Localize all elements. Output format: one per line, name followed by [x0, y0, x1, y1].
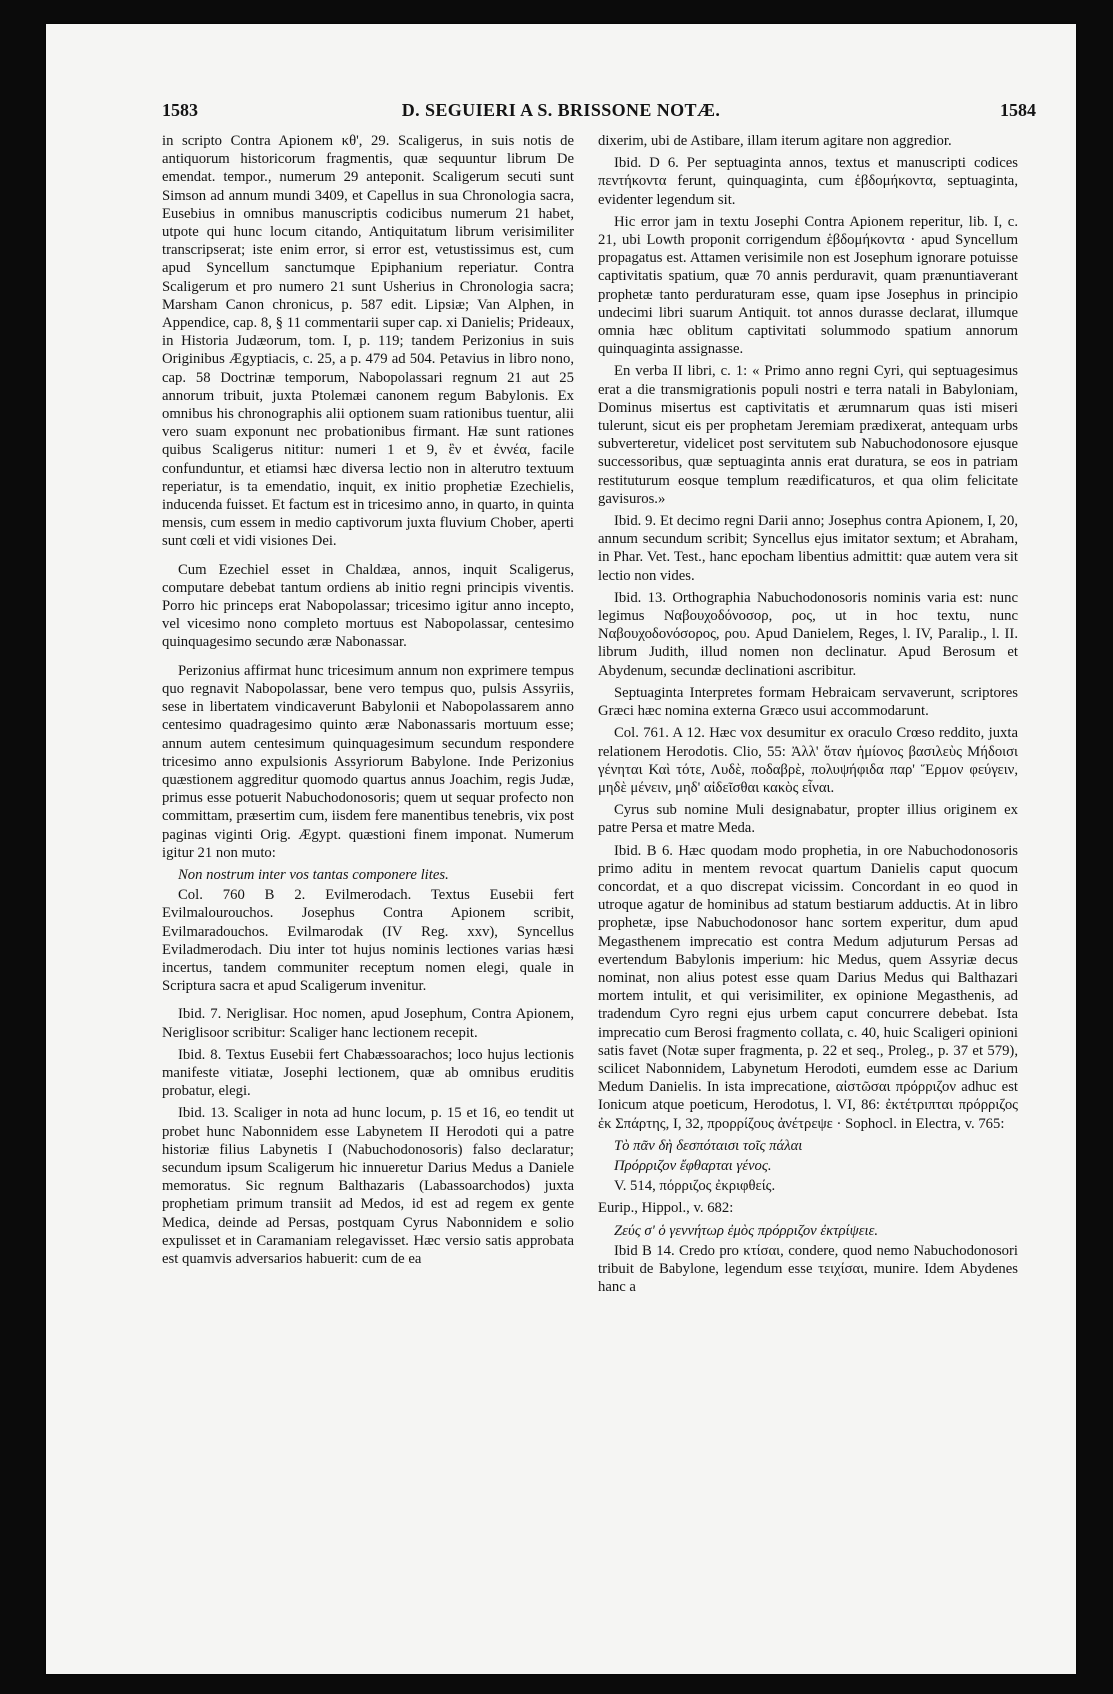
paragraph: Eurip., Hippol., v. 682:: [598, 1200, 734, 1217]
paragraph: Col. 761. A 12. Hæc vox desumitur ex oraculo Crœso reddito, juxta relationem Herodotis. Clio, 55: Ἀλλ' ὅταν ἡμίονος βασιλεὺς Μήδοισι γένηται Καὶ τότε, Λυδὲ, ποδαβρὲ, πολυψήφιδα παρ' Ἕρμον φεύγειν, μηδὲ μένειν, μηδ' αἰδεῖσθαι κακὸς εἶναι.: [598, 725, 1018, 796]
paragraph: Ibid. D 6. Per septuaginta annos, textus et manuscripti codices πεντήκοντα ferunt, quinquaginta, cum ἑβδομήκοντα, septuaginta, evidenter legendum sit.: [598, 155, 1018, 208]
page-header: [46, 100, 1076, 128]
verse-line: Πρόρριζον ἔφθαρται γένος.: [614, 1157, 772, 1174]
paragraph: En verba II libri, c. 1: « Primo anno regni Cyri, qui septuagesimus erat a die transmigrationis populi nostri e terra natali in Babyloniam, Dominus misertus est captivitatis et ærumnarum quas isti miseri tulerunt, sicut eis per prophetam Jeremiam prædixerat, antequam urbs subverteretur, videlicet post servitutem sub Nabuchodonosore ejusque successoribus, quæ septuaginta annis erat duratura, se eos in patriam restituturum eosque templum reædificaturos, et qua olim felicitate gavisuros.»: [598, 363, 1018, 507]
paragraph: Cum Ezechiel esset in Chaldæa, annos, inquit Scaligerus, computare debebat tantum ordiens ab initio regni principis viventis. Porro hic princeps erat Nabopolassar; tricesimo igitur anno incepto, vel vicesimo nono completo mortuus est Nabopolassar, centesimo quinquagesimo secundo æræ Nabonassar.: [162, 561, 574, 651]
paragraph: Ibid B 14. Credo pro κτίσαι, condere, quod nemo Nabuchodonosori tribuit de Babylone, legendum esse τειχίσαι, munire. Idem Abydenes hanc a: [598, 1242, 1018, 1296]
left-column: [162, 132, 574, 1272]
paragraph: Ibid. 7. Neriglisar. Hoc nomen, apud Josephum, Contra Apionem, Neriglisoor scribitur: Scaliger hanc lectionem recepit.: [162, 1006, 574, 1041]
verse-line: Τὸ πᾶν δὴ δεσπόταισι τοῖς πάλαι: [614, 1137, 803, 1154]
paragraph: Ibid. 9. Et decimo regni Darii anno; Josephus contra Apionem, I, 20, annum secundum scribit; Syncellus ejus imitator sextum; et Abraham, in Phar. Vet. Test., hanc epocham libentius admittit: quæ autem vera sit lectio non vides.: [598, 513, 1018, 584]
paragraph: Ibid. B 6. Hæc quodam modo prophetia, in ore Nabuchodonosoris primo aditu in mentem revocat quartum Danielis caput quocum concordat, et a quo discrepat vicissim. Concordant in eo quod in utroque agatur de hominibus ad statum bestiarum adductis. At in libro prophetæ, ipse Nabuchodonosor hanc sortem experitur, dum apud Megasthenem imprecatio est contra Medum adjuturum Persas ad evertendum Babylonis imperium: hic Medus, quem Assyriæ decus nominat, non alius potest esse quam Darius Medus qui Balthazari mortem intulit, et qui verisimiliter, ex opinione Megasthenis, ad tradendum Cyro regni ejus urbem caput concurrere debebat. Ista imprecatio cum Berosi fragmento collata, c. 40, huic Scaligeri opinioni satis favet (Notæ super fragmenta, p. 22 et seq., Proleg., p. 37 et 579), scilicet Nabonnidem, Labynetum Herodoti, eumdem esse ac Darium Medum Danielis. In ista imprecatione, αἰστῶσαι πρόρριζον adhuc est Ionicum atque poeticum, Herodotus, l. VI, 86: ἐκτέτριπται πρόρριζος ἐκ Σπάρτης, I, 32, προρρίζους ἀνέτρεψε · Sophocl. in Electra, v. 765:: [598, 842, 1018, 1132]
verse-line: Non nostrum inter vos tantas componere lites.: [178, 866, 449, 883]
verse-line: Ζεύς σ' ὁ γεννήτωρ ἐμὸς πρόρριζον ἐκτρίψειε.: [614, 1222, 879, 1239]
paragraph: Hic error jam in textu Josephi Contra Apionem reperitur, lib. I, c. 21, ubi Lowth proponit corrigendum ἑβδομήκοντα · apud Syncellum propagatus est. Attamen verisimile non est Josephum ignorare potuisse captivitatis spatium, quæ 70 annis perduravit, quam prænuntiaverant prophetæ tanto perduraturam esse, quam ipse Josephus in principio undecimi libri suarum Antiquit. tot annos durasse declarat, illumque omnia hæc oblitum captivitati solummodo spatium annorum quinquaginta assignasse.: [598, 213, 1018, 358]
paragraph: dixerim, ubi de Astibare, illam iterum agitare non aggredior.: [598, 133, 952, 149]
page-number-right: 1584: [1000, 100, 1036, 120]
paragraph: Ibid. 13. Orthographia Nabuchodonosoris nominis varia est: nunc legimus Ναβουχοδόνοσορ, ρος, ut in hoc textu, nunc Ναβουχοδονόσορος, ρου. Apud Danielem, Reges, l. IV, Paralip., l. II. librum Judith, illud nomen non declinatur. Apud Berosum et Abydenum, secundæ declinationi ascribitur.: [598, 589, 1018, 679]
paragraph: Septuaginta Interpretes formam Hebraicam servaverunt, scriptores Græci hæc nomina externa Græco usui accommodarunt.: [598, 684, 1018, 720]
document-page: [46, 24, 1076, 1674]
paragraph: Cyrus sub nomine Muli designabatur, propter illius originem ex patre Persa et matre Meda.: [598, 802, 1018, 837]
paragraph: V. 514, πόρριζος ἐκριφθείς.: [614, 1178, 776, 1195]
running-title: D. SEGUIERI A S. BRISSONE NOTÆ.: [401, 100, 721, 120]
paragraph: Perizonius affirmat hunc tricesimum annum non exprimere tempus quo regnavit Nabopolassar, bene vero tempus quo, pulsis Assyriis, sese in libertatem vindicaverunt Babylonii et Nabopolassarem anno centesimo quadragesimo quinto æræ Nabonassaris mortuum esse; annum autem centesimum quinquagesimum secundum respondere tricesimo anno expulsionis Assyriorum Babylone. Inde Perizonius quæstionem aggreditur quomodo quartus annus Joachim, regis Judæ, primus esse potuerit Nabuchodonosoris; quem ut sequar profecto non committam, præsertim cum, iisdem fere manentibus tenebris, vix post paginas viginti Orig. Ægypt. quæstioni finem imponat. Numerum igitur 21 non muto:: [162, 662, 574, 861]
page-number-left: 1583: [162, 100, 198, 120]
paragraph: Ibid. 8. Textus Eusebii fert Chabæssoarachos; loco hujus lectionis manifeste vitiatæ, Josephi lectionem, quæ ab omnibus eruditis probatur, elegi.: [162, 1046, 574, 1100]
paragraph: Col. 760 B 2. Evilmerodach. Textus Eusebii fert Evilmalourouchos. Josephus Contra Apionem scribit, Evilmaradouchos. Evilmarodak (IV Reg. xxv), Syncellus Eviladmerodach. Diu inter tot hujus nominis lectiones varias hæsi incertus, tandem communiter receptum nomen elegi, quale in Scriptura sacra et apud Scaligerum invenitur.: [162, 887, 574, 995]
paragraph: in scripto Contra Apionem κθ', 29. Scaligerus, in suis notis de antiquorum historicorum fragmentis, quæ sequuntur librum De emendat. tempor., numerum 29 anteponit. Scaligerum secuti sunt Simson ad annum mundi 3409, et Capellus in sua Chronologia sacra, Eusebius in omnibus manuscriptis codicibus numerum 21 habet, utpote qui hunc locum citando, Antiquitatum librum verisimiliter transcripserat; iste enim error, si error est, vetustissimus est, cum apud Syncellum sanctumque Epiphanium reperiatur. Contra Scaligerum et pro numero 21 sunt Usherius in Chronologia sacra; Marsham Canon chronicus, p. 587 edit. Lipsiæ; Van Alphen, in Appendice, cap. 8, § 11 commentarii super cap. xi Danielis; Prideaux, in Historia Judæorum, tom. I, p. 119; tandem Perizonius in suis Originibus Ægyptiacis, c. 25, a p. 479 ad 504. Petavius in libro nono, cap. 58 Doctrinæ temporum, Nabopolassari regnum 21 aut 25 annorum tribuit, juxta Ptolemæi canonem regum Babylonis. Ex omnibus his chronographis alii optionem suam rationibus tuentur, alii vero suam exponunt nec probationibus firmant. Hæ sunt rationes quibus Scaligerus nititur: numeri 1 et 9, ἓν et ἐννέα, facile confunduntur, et etiamsi hæc diversa lectio non in alterutro textuum reperiatur, is ta emendatio, inquit, ex initio prophetiæ Ezechielis, inducenda fuisset. Et factum est in tricesimo anno, in quarto, in quinta mensis, cum essem in medio captivorum juxta fluvium Chober, aperti sunt cœli et vidi visiones Dei.: [162, 133, 574, 550]
paragraph: Ibid. 13. Scaliger in nota ad hunc locum, p. 15 et 16, eo tendit ut probet hunc Nabonnidem esse Labynetem II Herodoti qui a patre historiæ filius Labynetis I (Nabuchodonosoris) falso declaratur; secundum ipsum Scaligerum hic innueretur Darius Medus a Daniele memoratus. Sic regnum Balthazaris (Labassoarchodos) juxta prophetiam primum transiit ad Medos, id est ad regem ex gente Medica, deinde ad Persas, postquam Cyrus Nabonnidem e solio expulisset et in Caramaniam relegavisset. Hæc versio satis approbata est quamvis adversarios habuerit: cum de ea: [162, 1105, 574, 1267]
right-column: [598, 132, 1018, 1300]
